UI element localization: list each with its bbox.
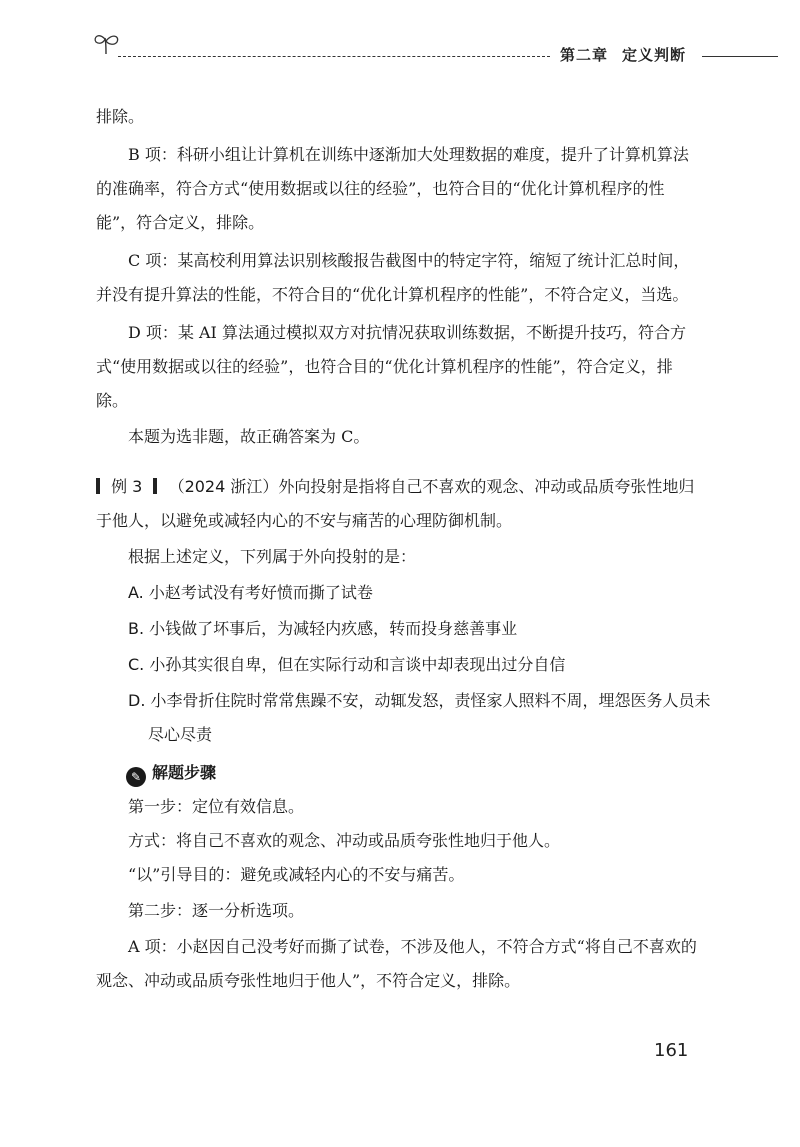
option-d-analysis: D 项：某 AI 算法通过模拟双方对抗情况获取训练数据，不断提升技巧，符合方式“使用数据或以往的经验”，也符合目的“优化计算机程序的性能”，符合定义，排除。 bbox=[96, 323, 686, 410]
chapter-number: 第二章 bbox=[560, 46, 609, 64]
option-b-analysis: B 项：科研小组让计算机在训练中逐渐加大处理数据的难度，提升了计算机算法的准确率，符合方式“使用数据或以往的经验”，也符合目的“优化计算机程序的性能”，符合定义，排除。 bbox=[96, 145, 689, 232]
solution-step2: 第二步：逐一分析选项。 bbox=[128, 901, 305, 920]
solution-step1: 第一步：定位有效信息。 bbox=[128, 797, 305, 816]
sprout-icon bbox=[92, 30, 122, 56]
page-header bbox=[0, 0, 800, 80]
intro-fragment: 排除。 bbox=[96, 107, 145, 126]
header-rule-left bbox=[118, 56, 550, 57]
solution-option-a: A 项：小赵因自己没考好而撕了试卷，不涉及他人，不符合方式“将自己不喜欢的观念、冲动或品质夸张性地归于他人”，不符合定义，排除。 bbox=[96, 937, 697, 990]
header-rule-right bbox=[702, 56, 778, 57]
answer-line: 本题为选非题，故正确答案为 C。 bbox=[128, 427, 370, 446]
option-c: C. 小孙其实很自卑，但在实际行动和言谈中却表现出过分自信 bbox=[128, 655, 566, 674]
example-stem bbox=[96, 470, 700, 538]
solution-heading bbox=[126, 756, 698, 790]
option-d: D. 小李骨折住院时常常焦躁不安，动辄发怒，责怪家人照料不周，埋怨医务人员未尽心尽责 bbox=[128, 691, 711, 744]
pencil-icon: ✎ bbox=[126, 767, 146, 787]
option-c-analysis: C 项：某高校利用算法识别核酸报告截图中的特定字符，缩短了统计汇总时间，并没有提升算法的性能，不符合目的“优化计算机程序的性能”，不符合定义，当选。 bbox=[96, 251, 690, 304]
example-mark-left bbox=[96, 478, 100, 494]
solution-method: 方式：将自己不喜欢的观念、冲动或品质夸张性地归于他人。 bbox=[128, 831, 561, 850]
solution-purpose: “以”引导目的：避免或减轻内心的不安与痛苦。 bbox=[128, 865, 465, 884]
example-text: （2024 浙江）外向投射是指将自己不喜欢的观念、冲动或品质夸张性地归于他人，以避免或减轻内心的不安与痛苦的心理防御机制。 bbox=[96, 477, 695, 530]
example-label: 例 3 bbox=[111, 477, 143, 496]
chapter-title bbox=[560, 44, 686, 65]
section-title: 定义判断 bbox=[622, 46, 687, 64]
solution-title: 解题步骤 bbox=[152, 763, 217, 782]
question-prompt: 根据上述定义，下列属于外向投射的是： bbox=[128, 547, 417, 566]
option-a: A. 小赵考试没有考好愤而撕了试卷 bbox=[128, 583, 373, 602]
option-b: B. 小钱做了坏事后，为减轻内疚感，转而投身慈善事业 bbox=[128, 619, 518, 638]
page-number: 161 bbox=[654, 1040, 689, 1061]
example-mark-right bbox=[153, 478, 157, 494]
